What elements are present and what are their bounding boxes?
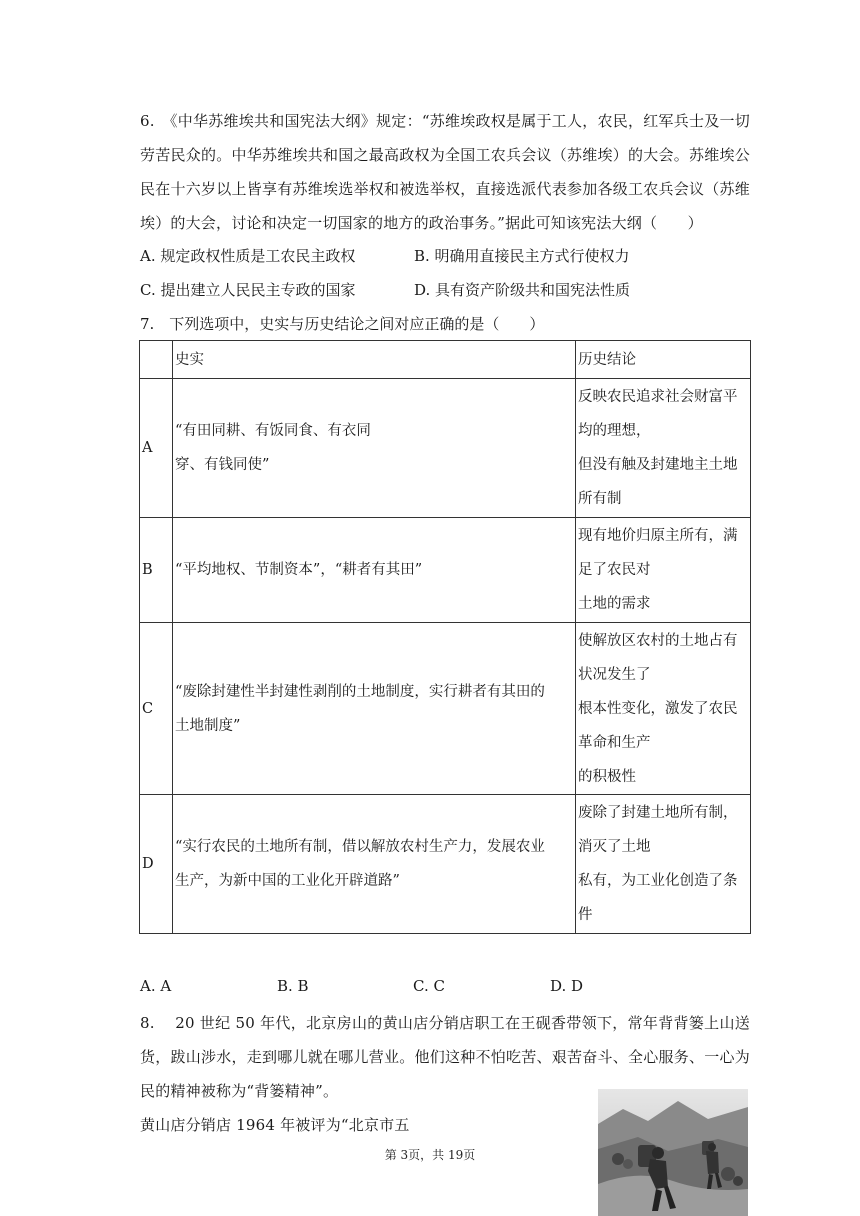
conclusion-line: 但没有触及封建地主土地 (578, 457, 738, 473)
q7-option-d: D. D (550, 977, 584, 995)
header-conclusion-cell: 历史结论 (576, 341, 751, 379)
conclusion-line: 的积极性 (578, 768, 636, 785)
header-fact-cell: 史实 (173, 341, 576, 379)
table-row-a (140, 379, 751, 518)
row-label: B (140, 518, 173, 623)
conclusion-cell (576, 623, 751, 795)
row-label: A (140, 379, 173, 518)
fact-line: 土地制度” (175, 717, 241, 734)
conclusion-line: 使解放区农村的土地占有 (578, 632, 738, 649)
conclusion-line: 件 (578, 907, 593, 923)
q6-option-b: B. 明确用直接民主方式行使权力 (414, 247, 630, 265)
q6-option-d: D. 具有资产阶级共和国宪法性质 (414, 281, 631, 299)
facts-conclusions-table (139, 340, 751, 934)
fact-line: 穿、有钱同使” (175, 457, 270, 473)
header-label-cell (140, 341, 173, 379)
q7-option-b: B. B (277, 977, 309, 995)
table-row-c (140, 623, 751, 795)
conclusion-line: 足了农民对 (578, 562, 651, 578)
conclusion-line: 根本性变化，激发了农民 (578, 700, 738, 717)
conclusion-line: 废除了封建土地所有制， (578, 805, 738, 821)
fact-line: “平均地权、节制资本”，“耕者有其田” (175, 562, 423, 578)
row-label: C (140, 623, 173, 795)
conclusion-line: 状况发生了 (578, 666, 651, 683)
conclusion-line: 均的理想， (578, 423, 651, 439)
page-footer: 第 3页，共 19页 (384, 1148, 476, 1162)
table-row-d (140, 795, 751, 934)
conclusion-line: 革命和生产 (578, 734, 651, 751)
fact-cell (173, 518, 576, 623)
row-label: D (140, 795, 173, 934)
conclusion-line: 反映农民追求社会财富平 (578, 389, 738, 405)
fact-cell (173, 623, 576, 795)
q6-option-a: A. 规定政权性质是工农民主政权 (140, 247, 356, 265)
conclusion-line: 现有地价归原主所有，满 (578, 528, 738, 544)
q7-option-c: C. C (413, 977, 445, 995)
table-row-b (140, 518, 751, 623)
conclusion-cell (576, 379, 751, 518)
conclusion-line: 私有，为工业化创造了条 (578, 873, 738, 889)
question-6-text: 6. 《中华苏维埃共和国宪法大纲》规定：“苏维埃政权是属于工人，农民，红军兵士及一切劳苦民众的。中华苏维埃共和国之最高政权为全国工农兵会议（苏维埃）的大会。苏维埃公民在十六岁以上皆享有苏维埃选举权和被选举权，直接选派代表参加各级工农兵会议（苏维埃）的大会，讨论和决定一切国家的地方的政治事务。”据此可知该宪法大纲（ ） (140, 112, 750, 232)
q8-body: 8. 20 世纪 50 年代，北京房山的黄山店分销店职工在王砚香带领下，常年背背篓上山送货，跋山涉水，走到哪儿就在哪儿营业。他们这种不怕吃苦、艰苦奋斗、全心服务、一心为民的精神被称为“背篓精神”。 (140, 1014, 750, 1100)
q8-last-line: 黄山店分销店 1964 年被评为“北京市五 (140, 1116, 410, 1134)
fact-line: “实行农民的土地所有制，借以解放农村生产力，发展农业 (175, 839, 545, 855)
conclusion-line: 所有制 (578, 491, 622, 507)
fact-line: 生产，为新中国的工业化开辟道路” (175, 873, 400, 889)
q7-option-a: A. A (140, 977, 172, 995)
conclusion-cell (576, 795, 751, 934)
fact-line: “废除封建性半封建性剥削的土地制度，实行耕者有其田的 (175, 683, 545, 700)
q6-option-c: C. 提出建立人民民主专政的国家 (140, 281, 356, 299)
fact-cell (173, 379, 576, 518)
question-7-stem: 7. 下列选项中，史实与历史结论之间对应正确的是（ ） (140, 315, 545, 333)
conclusion-cell (576, 518, 751, 623)
fact-cell (173, 795, 576, 934)
conclusion-line: 消灭了土地 (578, 839, 651, 855)
conclusion-line: 土地的需求 (578, 596, 651, 612)
table-header-row (140, 341, 751, 379)
fact-line: “有田同耕、有饭同食、有衣同 (175, 423, 371, 439)
